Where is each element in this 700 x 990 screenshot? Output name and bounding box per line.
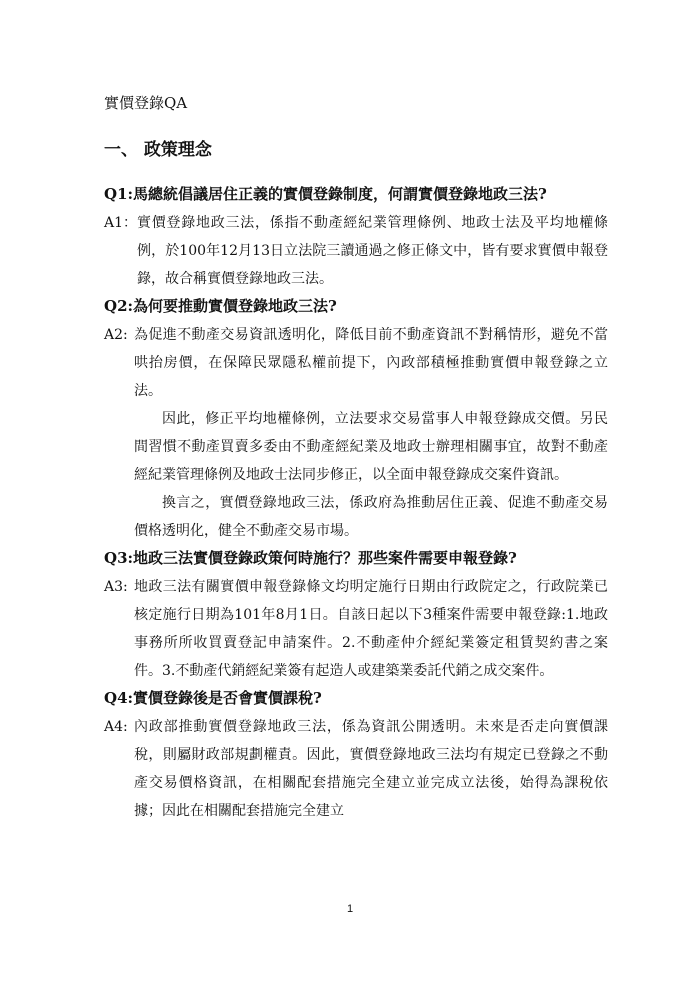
- page-number: 1: [346, 903, 354, 915]
- answer-paragraph: 換言之，實價登錄地政三法，係政府為推動居住正義、促進不動產交易價格透明化，健全不動產交易市場。: [134, 495, 608, 539]
- answer-label: A1：: [104, 215, 138, 231]
- answer-label: A2:: [104, 327, 128, 343]
- answer-3: [104, 573, 608, 685]
- answer-2: [104, 321, 608, 545]
- answer-paragraph: 實價登錄地政三法，係指不動產經紀業管理條例、地政士法及平均地權條例，於100年12月13日立法院三讀通過之修正條文中，皆有要求實價申報登錄，故合稱實價登錄地政三法。: [137, 215, 608, 287]
- question-3: Q3:地政三法實價登錄政策何時施行？那些案件需要申報登錄?: [104, 549, 517, 567]
- answer-paragraph: 為促進不動產交易資訊透明化，降低目前不動產資訊不對稱情形，避免不當哄抬房價，在保障民眾隱私權前提下，內政部積極推動實價申報登錄之立法。: [134, 327, 608, 399]
- answer-paragraph: 因此，修正平均地權條例，立法要求交易當事人申報登錄成交價。另民間習慣不動產買賣多委由不動產經紀業及地政士辦理相關事宜，故對不動產經紀業管理條例及地政士法同步修正，以全面申報登錄成交案件資訊。: [134, 411, 608, 483]
- document-title: 實價登錄QA: [104, 94, 188, 112]
- answer-paragraph: 地政三法有關實價申報登錄條文均明定施行日期由行政院定之，行政院業已核定施行日期為101年8月1日。自該日起以下3種案件需要申報登錄:1.地政事務所所收買賣登記申請案件。2.不動產仲介經紀業簽定租賃契約書之案件。3.不動產代銷經紀業簽有起造人或建築業委託代銷之成交案件。: [134, 579, 608, 679]
- answer-label: A3:: [104, 579, 128, 595]
- question-1: Q1:馬總統倡議居住正義的實價登錄制度，何謂實價登錄地政三法?: [104, 185, 547, 203]
- section-heading: 一、 政策理念: [104, 140, 212, 160]
- answer-paragraph: 內政部推動實價登錄地政三法，係為資訊公開透明。未來是否走向實價課稅，則屬財政部規劃權責。因此，實價登錄地政三法均有規定已登錄之不動產交易價格資訊，在相關配套措施完全建立並完成立法後，始得為課稅依據；因此在相關配套措施完全建立: [134, 719, 608, 819]
- answer-label: A4:: [104, 719, 128, 735]
- answer-4: [104, 713, 608, 825]
- question-2: Q2:為何要推動實價登錄地政三法?: [104, 297, 337, 315]
- answer-1: [104, 209, 608, 293]
- question-4: Q4:實價登錄後是否會實價課稅?: [104, 689, 322, 707]
